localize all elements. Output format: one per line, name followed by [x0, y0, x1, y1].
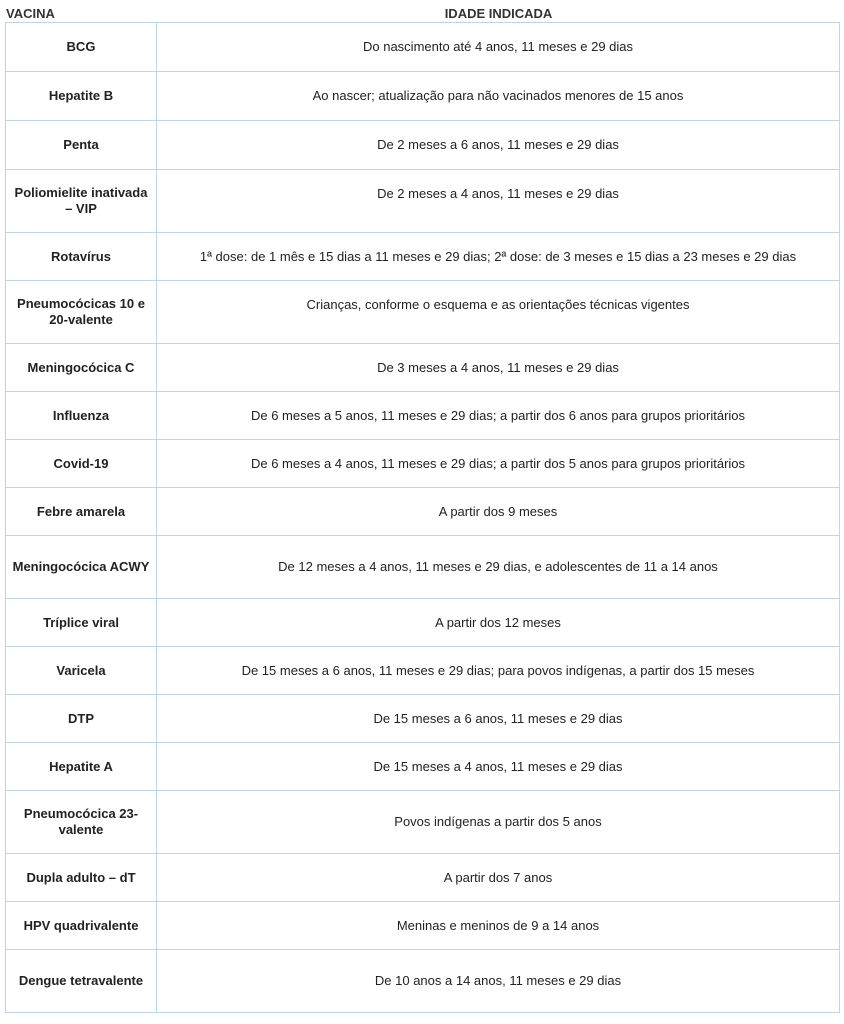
vaccine-name: Meningocócica C	[6, 344, 157, 392]
table-row	[6, 854, 840, 902]
indicated-age: De 12 meses a 4 anos, 11 meses e 29 dias, e adolescentes de 11 a 14 anos	[157, 536, 840, 599]
vaccine-name: Poliomielite inativada – VIP	[6, 170, 157, 233]
table-row	[6, 392, 840, 440]
table-row	[6, 536, 840, 599]
table-row	[6, 647, 840, 695]
vaccine-name: Influenza	[6, 392, 157, 440]
vaccine-name: Varicela	[6, 647, 157, 695]
indicated-age: De 2 meses a 4 anos, 11 meses e 29 dias	[157, 170, 840, 233]
indicated-age: De 6 meses a 4 anos, 11 meses e 29 dias; a partir dos 5 anos para grupos prioritários	[157, 440, 840, 488]
table-row	[6, 233, 840, 281]
indicated-age: Ao nascer; atualização para não vacinados menores de 15 anos	[157, 72, 840, 121]
indicated-age: Povos indígenas a partir dos 5 anos	[157, 791, 840, 854]
table-row	[6, 72, 840, 121]
table-row	[6, 902, 840, 950]
vaccine-column-header: VACINA	[6, 6, 55, 21]
indicated-age: Meninas e meninos de 9 a 14 anos	[157, 902, 840, 950]
vaccine-name: Dengue tetravalente	[6, 950, 157, 1013]
table-row	[6, 170, 840, 233]
vaccine-name: Tríplice viral	[6, 599, 157, 647]
table-row	[6, 281, 840, 344]
table-header	[0, 0, 840, 22]
vaccine-name: Hepatite A	[6, 743, 157, 791]
table-row	[6, 488, 840, 536]
indicated-age: Do nascimento até 4 anos, 11 meses e 29 dias	[157, 23, 840, 72]
vaccine-table	[5, 22, 840, 1013]
indicated-age: 1ª dose: de 1 mês e 15 dias a 11 meses e 29 dias; 2ª dose: de 3 meses e 15 dias a 23 meses e 29 dias	[157, 233, 840, 281]
table-row	[6, 599, 840, 647]
indicated-age: Crianças, conforme o esquema e as orientações técnicas vigentes	[157, 281, 840, 344]
indicated-age: De 15 meses a 6 anos, 11 meses e 29 dias; para povos indígenas, a partir dos 15 meses	[157, 647, 840, 695]
vaccine-name: HPV quadrivalente	[6, 902, 157, 950]
indicated-age: A partir dos 7 anos	[157, 854, 840, 902]
indicated-age: A partir dos 9 meses	[157, 488, 840, 536]
vaccine-name: Pneumocócicas 10 e 20-valente	[6, 281, 157, 344]
vaccine-name: Covid-19	[6, 440, 157, 488]
vaccine-name: Rotavírus	[6, 233, 157, 281]
table-row	[6, 440, 840, 488]
indicated-age: De 15 meses a 4 anos, 11 meses e 29 dias	[157, 743, 840, 791]
vaccine-name: Febre amarela	[6, 488, 157, 536]
vaccine-name: DTP	[6, 695, 157, 743]
vaccine-name: Pneumocócica 23-valente	[6, 791, 157, 854]
table-row	[6, 23, 840, 72]
table-row	[6, 344, 840, 392]
indicated-age: De 10 anos a 14 anos, 11 meses e 29 dias	[157, 950, 840, 1013]
indicated-age: De 3 meses a 4 anos, 11 meses e 29 dias	[157, 344, 840, 392]
indicated-age: De 2 meses a 6 anos, 11 meses e 29 dias	[157, 121, 840, 170]
vaccine-name: Dupla adulto – dT	[6, 854, 157, 902]
indicated-age: A partir dos 12 meses	[157, 599, 840, 647]
vaccine-name: BCG	[6, 23, 157, 72]
table-row	[6, 791, 840, 854]
indicated-age: De 15 meses a 6 anos, 11 meses e 29 dias	[157, 695, 840, 743]
table-row	[6, 695, 840, 743]
table-row	[6, 950, 840, 1013]
vaccine-name: Hepatite B	[6, 72, 157, 121]
vaccine-name: Meningocócica ACWY	[6, 536, 157, 599]
age-column-header: IDADE INDICADA	[444, 6, 553, 21]
vaccine-name: Penta	[6, 121, 157, 170]
indicated-age: De 6 meses a 5 anos, 11 meses e 29 dias; a partir dos 6 anos para grupos prioritários	[157, 392, 840, 440]
table-row	[6, 121, 840, 170]
table-row	[6, 743, 840, 791]
